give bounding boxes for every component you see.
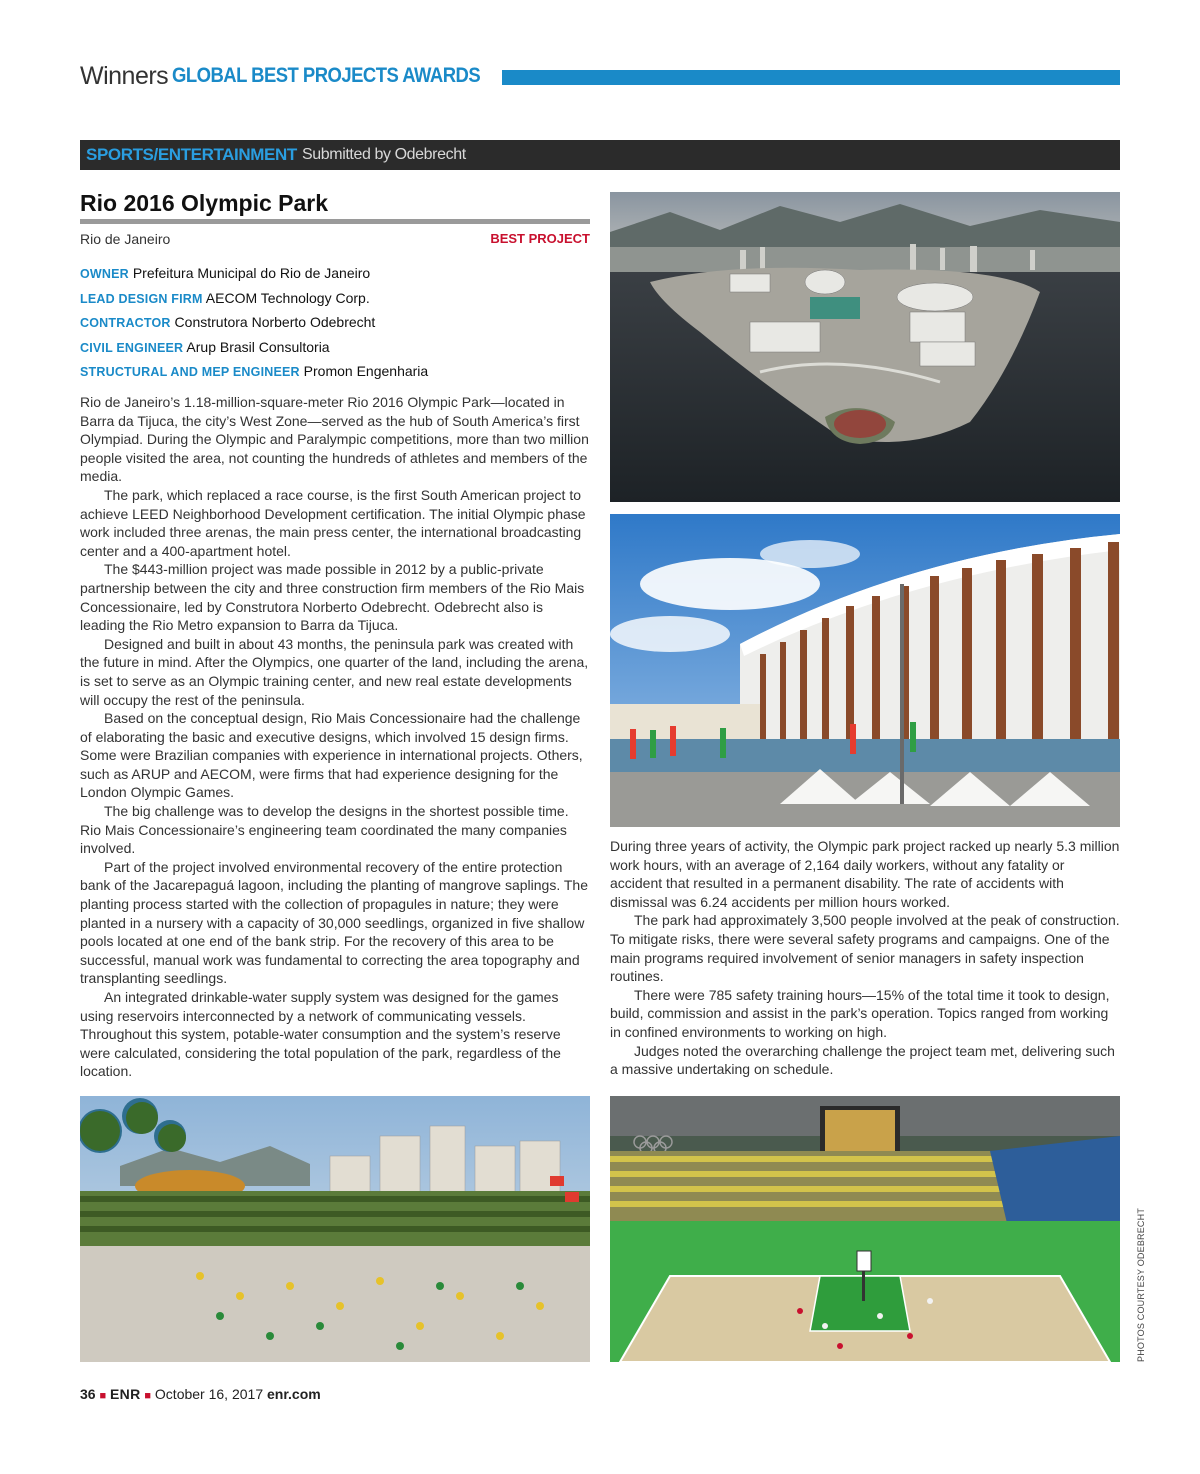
project-title: Rio 2016 Olympic Park: [80, 190, 329, 216]
project-location: Rio de Janeiro: [80, 231, 171, 247]
credit-lead-design-firm: [80, 287, 590, 312]
credit-name: AECOM Technology Corp.: [205, 289, 370, 306]
credit-role: CIVIL ENGINEER: [80, 340, 184, 355]
paragraph: The big challenge was to develop the designs in the shortest possible time. Rio Mais Concessionaire’s engineering team coordinated the many companies involved.: [80, 803, 569, 857]
header-accent-bar: [502, 70, 1120, 85]
paragraph: There were 785 safety training hours—15% of the total time it took to design, build, commission and assist in the park’s operation. Topics ranged from working in confined environments to working on high.: [610, 986, 1110, 1040]
credit-owner: [80, 262, 590, 287]
paragraph: Rio de Janeiro’s 1.18-million-square-meter Rio 2016 Olympic Park—located in Barra da Tijuca, the city’s West Zone—served as the hub of South America’s first Olympiad. During the Olympic and Paralympic competitions, more than two million people visited the area, not counting the hundreds of athletes and members of the media.: [80, 394, 589, 485]
photo-credit: PHOTOS COURTESY ODEBRECHT: [1136, 1207, 1146, 1362]
magazine-name: ENR: [110, 1386, 141, 1402]
credit-role: LEAD DESIGN FIRM: [80, 291, 203, 306]
issue-date: October 16, 2017: [154, 1386, 264, 1402]
paragraph: Based on the conceptual design, Rio Mais Concessionaire had the challenge of elaborating the basic and executive designs, which involved 15 design firms. Some were Brazilian companies with experience in international projects. Others, such as ARUP and AECOM, were firms that had experience designing for the London Olympic Games.: [80, 710, 583, 801]
category-submitted: Submitted by Odebrecht: [302, 146, 466, 163]
plaza-crowd-photo: [80, 1096, 590, 1362]
paragraph: During three years of activity, the Olympic park project racked up nearly 5.3 million work hours, with an average of 2,164 daily workers, without any fatality or accident that resulted in a permanent disability. The rate of accidents with dismissal was 6.24 accidents per million hours worked.: [610, 838, 1120, 910]
paragraph: Judges noted the overarching challenge the project team met, delivering such a massive undertaking on schedule.: [610, 1042, 1115, 1078]
title-rule: [80, 219, 590, 224]
separator-square-icon: ■: [144, 1390, 152, 1402]
page-footer: [80, 1386, 321, 1402]
arena-facade-photo: [610, 514, 1120, 827]
paragraph: The park had approximately 3,500 people involved at the peak of construction. To mitigate risks, there were several safety programs and campaigns. One of the main programs required involvement of senior managers in safety inspection routines.: [610, 912, 1120, 985]
credit-name: Promon Engenharia: [303, 363, 429, 379]
aerial-park-photo: [610, 192, 1120, 502]
paragraph: Part of the project involved environmental recovery of the entire protection bank of the Jacarepaguá lagoon, including the planting of mangrove saplings. The planting process started with the collection of propagules in nature; they were planted in a nursery with a capacity of 30,000 seedlings, organized in five shallow pools located at one end of the bank strip. For the recovery of this area to be successful, manual work was fundamental to correcting the area topography and transplanting seedlings.: [80, 858, 588, 987]
category-bar: [80, 140, 1120, 170]
separator-square-icon: ■: [99, 1390, 107, 1402]
credit-role: CONTRACTOR: [80, 316, 171, 330]
paragraph: An integrated drinkable-water supply system was designed for the games using reservoirs interconnected by a network of communicating vessels. Throughout this system, potable-water consumption and the system’s reserve were calculated, considering the total population of the park, regardless of the location.: [80, 989, 561, 1080]
page-number: 36: [80, 1386, 96, 1402]
paragraph: The $443-million project was made possible in 2012 by a public-private partnership between the city and three construction firm members of the Rio Mais Concessionaire, led by Construtora Norberto Odebrecht. Odebrecht also is leading the Rio Metro expansion to Barra da Tijuca.: [80, 561, 585, 634]
basketball-arena-photo: [610, 1096, 1120, 1362]
credit-role: STRUCTURAL AND MEP ENGINEER: [80, 365, 300, 379]
credit-structural-mep-engineer: [80, 360, 590, 385]
best-project-badge: BEST PROJECT: [490, 231, 590, 246]
header-winners: Winners: [80, 62, 169, 90]
credit-name: Construtora Norberto Odebrecht: [174, 314, 376, 330]
credit-contractor: [80, 311, 590, 336]
project-credits: [80, 262, 590, 385]
category-name: SPORTS/ENTERTAINMENT: [86, 145, 297, 164]
header-title: GLOBAL BEST PROJECTS AWARDS: [172, 64, 481, 87]
credit-name: Prefeitura Municipal do Rio de Janeiro: [132, 265, 371, 281]
credit-name: Arup Brasil Consultoria: [186, 338, 330, 355]
paragraph: Designed and built in about 43 months, the peninsula park was created with the future in mind. After the Olympics, one quarter of the land, including the arena, is set to serve as an Olympic training center, and new real estate developments will occupy the rest of the peninsula.: [80, 635, 589, 708]
article-body-right: [610, 837, 1120, 1079]
credit-role: OWNER: [80, 267, 129, 281]
article-body-left: [80, 393, 590, 1081]
credit-civil-engineer: [80, 336, 590, 361]
paragraph: The park, which replaced a race course, is the first South American project to achieve LEED Neighborhood Development certification. The initial Olympic phase work included three arenas, the main press center, the international broadcasting center and a 400-apartment hotel.: [80, 486, 586, 559]
website-link[interactable]: enr.com: [267, 1386, 321, 1402]
section-header: [80, 62, 1120, 94]
